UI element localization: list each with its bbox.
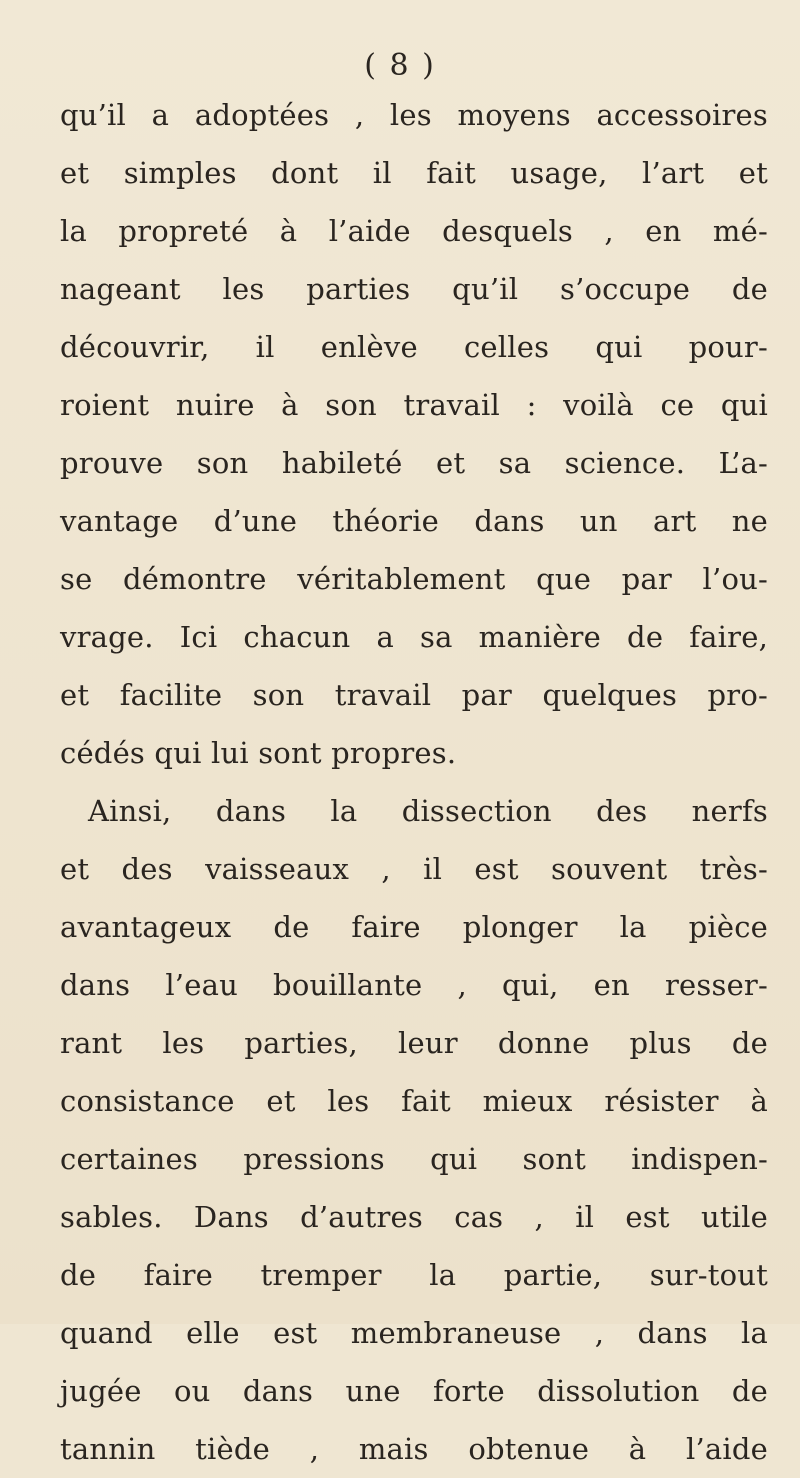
text-line: nageant les parties qu’il s’occupe de — [60, 272, 768, 306]
text-line: sables. Dans d’autres cas , il est utile — [60, 1200, 768, 1234]
text-line: tannin tiède , mais obtenue à l’aide — [60, 1432, 768, 1466]
text-line: roient nuire à son travail : voilà ce qui — [60, 388, 768, 422]
text-line: se démontre véritablement que par l’ou- — [60, 562, 768, 596]
text-line: découvrir, il enlève celles qui pour- — [60, 330, 768, 364]
text-line: prouve son habileté et sa science. L’a- — [60, 446, 768, 480]
text-line: rant les parties, leur donne plus de — [60, 1026, 768, 1060]
text-line: et simples dont il fait usage, l’art et — [60, 156, 768, 190]
body-text — [60, 86, 768, 1478]
text-line: quand elle est membraneuse , dans la — [60, 1316, 768, 1350]
text-line: dans l’eau bouillante , qui, en resser- — [60, 968, 768, 1002]
text-line: et facilite son travail par quelques pro- — [60, 678, 768, 712]
text-line: et des vaisseaux , il est souvent très- — [60, 852, 768, 886]
text-line: cédés qui lui sont propres. — [60, 736, 457, 770]
text-line: qu’il a adoptées , les moyens accessoires — [60, 98, 768, 132]
text-line: consistance et les fait mieux résister à — [60, 1084, 768, 1118]
text-line: vrage. Ici chacun a sa manière de faire, — [60, 620, 768, 654]
text-line: jugée ou dans une forte dissolution de — [60, 1374, 768, 1408]
text-line: de faire tremper la partie, sur-tout — [60, 1258, 768, 1292]
paragraph-start-line: Ainsi, dans la dissection des nerfs — [88, 794, 768, 828]
page-number: ( 8 ) — [364, 48, 436, 83]
text-line: avantageux de faire plonger la pièce — [60, 910, 768, 944]
text-line: vantage d’une théorie dans un art ne — [60, 504, 768, 538]
text-line: la propreté à l’aide desquels , en mé- — [60, 214, 768, 248]
text-line: certaines pressions qui sont indispen- — [60, 1142, 768, 1176]
